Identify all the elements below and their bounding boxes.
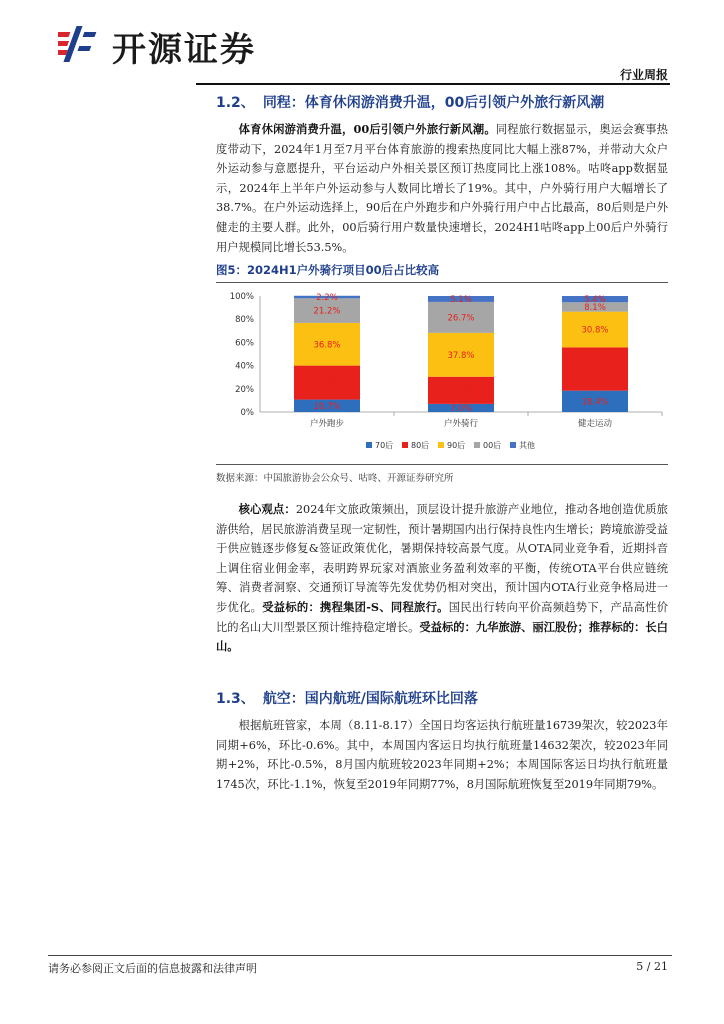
paragraph-aviation — [216, 716, 668, 794]
y-tick-label: 0% — [240, 408, 254, 418]
footer-divider — [48, 955, 672, 956]
section-title-tongcheng — [216, 92, 604, 112]
figure-top-rule — [216, 282, 668, 283]
brand-logo-icon — [58, 22, 102, 66]
legend-label: 00后 — [483, 441, 502, 450]
legend-label: 其他 — [519, 441, 535, 450]
x-tick-label: 户外跑步 — [309, 419, 345, 429]
figure-bottom-rule — [216, 464, 668, 465]
data-label: 23.4% — [447, 386, 475, 397]
data-label: 5.1% — [450, 294, 472, 305]
brand-name: 开源证券 — [112, 30, 256, 70]
x-tick-label: 户外骑行 — [443, 419, 479, 429]
figure-title: 图5：2024H1户外骑行项目00后占比较高 — [216, 263, 440, 277]
legend-swatch — [366, 442, 372, 448]
section-title-aviation — [216, 688, 478, 708]
section-heading: 航空：国内航班/国际航班环比回落 — [262, 691, 478, 707]
figure-source: 数据来源：中国旅游协会公众号、咕咚、开源证券研究所 — [216, 473, 454, 484]
core-view-body-1: 2024年文旅政策频出，顶层设计提升旅游产业地位，推动各地创造优质旅游供给，居民旅游消费呈现一定韧性，预计暑期国内出行保持良性内生增长；跨境旅游受益于供应链逐步修复&签证政策优化，暑期保持较高景气度。从OTA同业竞争看，近期抖音上调住宿业佣金率，表明跨界玩家对酒旅业务盈利效率的平衡，传统OTA平台供应链统筹、消费者洞察、交通预订导流等先发优势仍相对突出，预计国内OTA行业竞争格局进一步优化。 — [216, 503, 668, 614]
section-number: 1.2、 — [216, 95, 255, 111]
data-label: 21.2% — [313, 306, 341, 317]
legend-label: 90后 — [447, 441, 466, 450]
y-tick-label: 100% — [229, 292, 254, 302]
data-label: 10.7% — [313, 401, 341, 412]
core-view-lead: 核心观点： — [238, 502, 296, 516]
data-label: 30.8% — [581, 325, 609, 336]
benefit-targets-scenic: 受益标的：九华旅游、丽江股份；推荐标的：长白山。 — [216, 619, 668, 654]
report-type: 行业周报 — [619, 68, 668, 82]
page-number: 5 / 21 — [636, 960, 668, 973]
footer-disclaimer: 请务必参阅正文后面的信息披露和法律声明 — [48, 962, 257, 975]
data-label: 37.3% — [581, 365, 609, 376]
y-tick-label: 60% — [235, 338, 254, 349]
legend-swatch — [438, 442, 444, 448]
stacked-bar-chart — [216, 284, 668, 462]
legend-label: 80后 — [411, 441, 430, 450]
data-label: 36.8% — [313, 340, 341, 351]
data-label: 8.1% — [584, 302, 606, 313]
data-label: 37.8% — [447, 350, 475, 361]
x-tick-label: 健走运动 — [577, 419, 613, 429]
data-label: 5.4% — [584, 295, 606, 306]
paragraph-core-view — [216, 500, 668, 657]
y-tick-label: 20% — [235, 384, 254, 395]
page-header — [0, 0, 724, 90]
paragraph-lead: 体育休闲游消费升温，00后引领户外旅行新风潮。 — [238, 122, 496, 136]
legend-swatch — [402, 442, 408, 448]
data-label: 26.7% — [447, 313, 475, 324]
header-divider — [196, 83, 670, 85]
data-label: 7.0% — [450, 403, 472, 414]
section-heading: 同程：体育休闲游消费升温，00后引领户外旅行新风潮 — [262, 95, 605, 111]
benefit-targets-ota: 受益标的：携程集团-S、同程旅行。 — [262, 599, 449, 614]
paragraph-body: 根据航班管家，本周（8.11-8.17）全国日均客运执行航班量16739架次，较2023年同期+6%，环比-0.6%。其中，本周国内客运日均执行航班量14632架次，较2023年同期+2%，环比-0.5%，8月国内航班较2023年同期+2%；本周国际客运日均执行航班量1745次，环比-1.1%，恢复至2019年同期77%，8月国际航班恢复至2019年同期79%。 — [216, 719, 668, 791]
y-tick-label: 40% — [235, 361, 254, 372]
y-tick-label: 80% — [235, 315, 254, 326]
paragraph-tongcheng — [216, 120, 668, 257]
data-label: 29.3% — [313, 378, 341, 389]
legend-swatch — [474, 442, 480, 448]
section-number: 1.3、 — [216, 691, 255, 707]
legend-swatch — [510, 442, 516, 448]
legend-label: 70后 — [375, 441, 394, 450]
core-view-body-2: 国民出行转向平价高频趋势下，产品高性价比的名山大川型景区预计维持稳定增长。 — [216, 600, 668, 634]
paragraph-body: 同程旅行数据显示，奥运会赛事热度带动下，2024年1月至7月平台体育旅游的搜索热度同比大幅上涨87%，并带动大众户外运动参与意愿提升，平台运动户外相关景区预订热度同比上涨108%。咕咚app数据显示，2024年上半年户外运动参与人数同比增长了19%。其中，户外骑行用户大幅增长了38.7%。在户外运动选择上，90后在户外跑步和户外骑行用户中占比最高，80后则是户外健走的主要人群。此外，00后骑行用户数量快速增长，2024H1咕咚app上00后户外骑行用户规模同比增长53.5%。 — [216, 123, 668, 254]
data-label: 2.2% — [316, 293, 338, 304]
data-label: 18.4% — [581, 397, 609, 408]
